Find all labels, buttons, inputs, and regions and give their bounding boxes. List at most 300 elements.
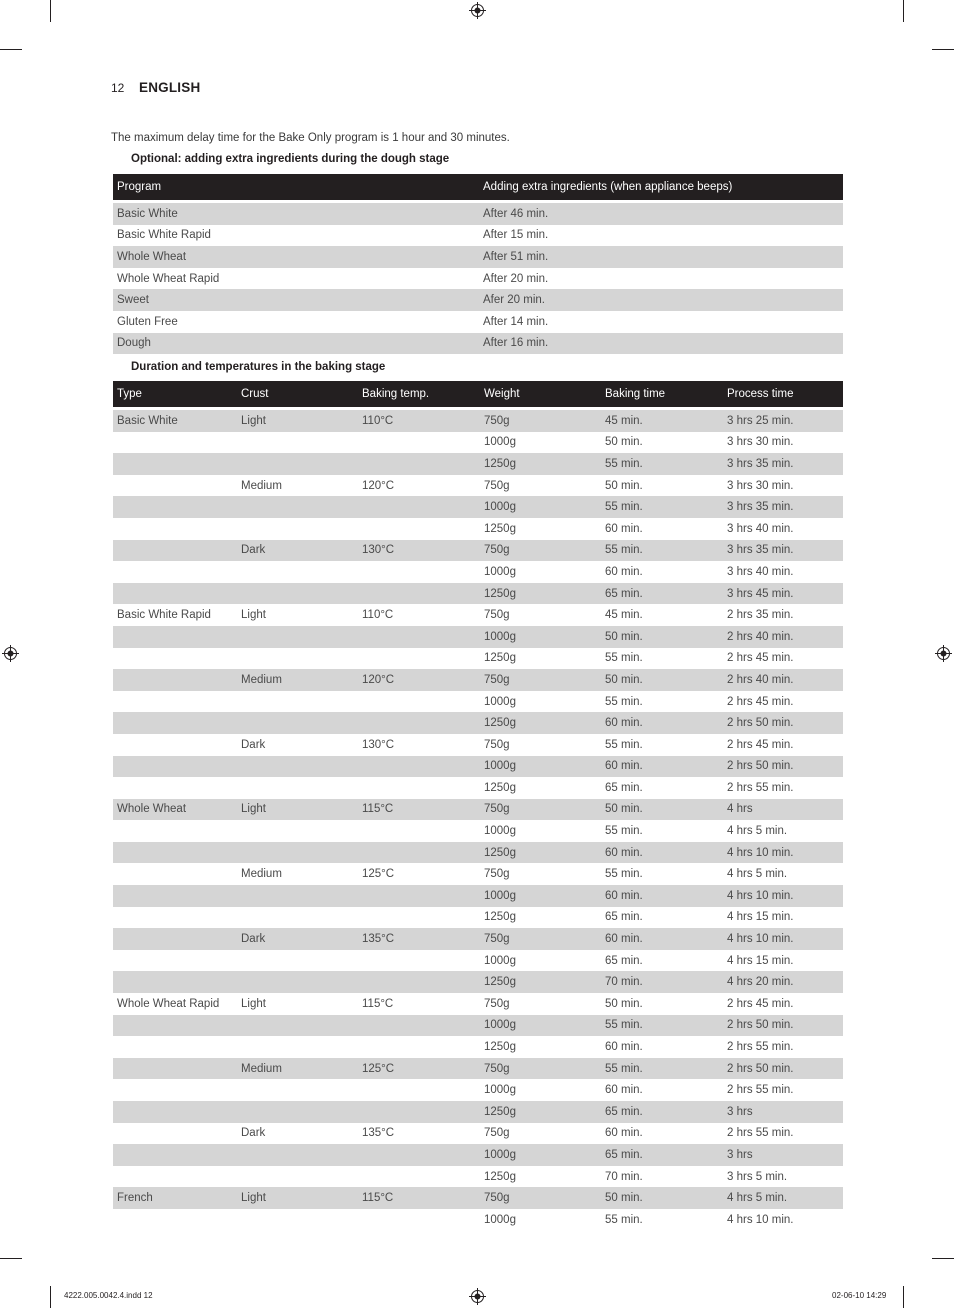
table-cell: 750g	[480, 1187, 601, 1209]
table-header-row	[113, 381, 843, 407]
table-cell: 1000g	[480, 756, 601, 778]
table-cell	[237, 432, 358, 454]
table-cell	[113, 928, 237, 950]
table-cell	[237, 1209, 358, 1231]
table-cell: 3 hrs 30 min.	[727, 479, 794, 492]
table-row	[113, 648, 843, 670]
table-cell: 750g	[480, 410, 601, 432]
table-cell: 1250g	[484, 1170, 516, 1183]
table-cell: 50 min.	[601, 799, 723, 821]
table-cell	[113, 777, 237, 799]
table-cell: 1250g	[484, 652, 516, 665]
table-cell	[358, 1209, 480, 1231]
crop-mark	[50, 1286, 51, 1308]
table-cell	[113, 756, 237, 778]
table-cell: Whole Wheat Rapid	[117, 997, 220, 1010]
table-cell	[113, 1015, 237, 1037]
crop-mark	[0, 49, 22, 50]
table-cell: 3 hrs	[723, 1101, 843, 1123]
table-cell: 1250g	[484, 781, 516, 794]
table-cell	[113, 885, 237, 907]
table-cell: 4 hrs 5 min.	[727, 825, 788, 838]
table-cell: After 14 min.	[483, 315, 549, 328]
table-cell: 1000g	[484, 695, 516, 708]
table-cell	[113, 820, 237, 842]
table-cell: 50 min.	[605, 997, 643, 1010]
table-cell	[113, 583, 237, 605]
table-row	[113, 712, 843, 734]
table-cell: 750g	[484, 609, 510, 622]
table-header-row	[113, 174, 843, 200]
table-cell	[237, 1101, 358, 1123]
table-cell	[113, 1058, 237, 1080]
table-cell	[113, 1123, 237, 1145]
table-row	[113, 626, 843, 648]
table-row	[113, 777, 843, 799]
table-cell: 4 hrs 5 min.	[723, 1187, 843, 1209]
table-cell: 1250g	[480, 842, 601, 864]
table-cell: 70 min.	[605, 1170, 643, 1183]
table-cell: 60 min.	[601, 712, 723, 734]
table-cell: Dark	[241, 1127, 266, 1140]
registration-mark-icon	[469, 1288, 486, 1305]
table-cell: Medium	[241, 868, 282, 881]
table-cell: 750g	[480, 669, 601, 691]
crop-mark	[50, 0, 51, 22]
table-cell	[237, 583, 358, 605]
table-cell: 4 hrs 20 min.	[723, 971, 843, 993]
crop-mark	[932, 1258, 954, 1259]
crop-mark	[903, 0, 904, 22]
table-cell: Whole Wheat Rapid	[117, 272, 220, 285]
table-cell: 750g	[480, 1058, 601, 1080]
table-cell: Medium	[237, 669, 358, 691]
section-heading-extra-ingredients: Optional: adding extra ingredients during the dough stage	[131, 153, 450, 165]
table-cell: 55 min.	[605, 868, 643, 881]
table-cell: 50 min.	[601, 669, 723, 691]
table-cell	[237, 1079, 358, 1101]
table-cell: 65 min.	[601, 1144, 723, 1166]
table-cell	[237, 626, 358, 648]
table-cell: 4 hrs 10 min.	[727, 1213, 794, 1226]
table-cell: 4 hrs 10 min.	[723, 885, 843, 907]
table-row	[113, 971, 843, 993]
table-cell	[358, 583, 480, 605]
table-cell: 1000g	[480, 1144, 601, 1166]
table-cell: 110°C	[362, 609, 394, 622]
table-cell: 60 min.	[601, 928, 723, 950]
table-cell: 55 min.	[601, 496, 723, 518]
table-cell: 750g	[480, 540, 601, 562]
table-cell: 115°C	[358, 1187, 480, 1209]
table-cell: 2 hrs 45 min.	[727, 738, 794, 751]
table-row	[113, 756, 843, 778]
table-cell	[237, 842, 358, 864]
table-cell	[358, 950, 480, 972]
table-row	[113, 432, 843, 454]
table-row	[113, 950, 843, 972]
table-cell: 60 min.	[605, 1041, 643, 1054]
table-cell: 4 hrs 15 min.	[727, 954, 794, 967]
table-cell: 1250g	[480, 583, 601, 605]
table-cell	[358, 777, 480, 799]
table-cell	[358, 626, 480, 648]
table-row	[113, 1015, 843, 1037]
language-heading: ENGLISH	[139, 80, 201, 95]
table-cell: Whole Wheat	[113, 799, 237, 821]
table-cell: Basic White	[113, 410, 237, 432]
table-cell	[358, 971, 480, 993]
table-cell	[237, 907, 358, 929]
table-cell: 120°C	[362, 479, 395, 492]
table-cell	[358, 756, 480, 778]
table-cell: Whole Wheat	[113, 246, 479, 268]
table-cell	[358, 691, 480, 713]
table-row	[113, 863, 843, 885]
column-header: Type	[113, 381, 237, 407]
table-cell: After 15 min.	[483, 229, 549, 242]
table-row	[113, 268, 843, 290]
table-row	[113, 669, 843, 691]
table-cell: 4 hrs 10 min.	[723, 928, 843, 950]
footer-date: 02-06-10 14:29	[832, 1291, 887, 1300]
table-cell: 2 hrs 55 min.	[727, 781, 794, 794]
table-cell: 55 min.	[605, 695, 643, 708]
table-cell: 130°C	[358, 540, 480, 562]
table-cell: After 51 min.	[479, 246, 843, 268]
table-cell: 110°C	[358, 410, 480, 432]
table-cell	[113, 971, 237, 993]
table-cell	[237, 561, 358, 583]
table-cell	[113, 712, 237, 734]
footer-file-info: 4222.005.0042.4.indd 12	[64, 1291, 153, 1300]
table-cell: Sweet	[113, 289, 479, 311]
table-cell: 135°C	[358, 928, 480, 950]
table-cell: 1000g	[484, 954, 516, 967]
table-cell	[358, 1036, 480, 1058]
table-cell	[237, 885, 358, 907]
table-cell: 65 min.	[605, 954, 643, 967]
table-row	[113, 1144, 843, 1166]
table-cell: French	[113, 1187, 237, 1209]
table-cell: 750g	[480, 799, 601, 821]
registration-mark-icon	[2, 645, 19, 662]
table-cell: 55 min.	[605, 652, 643, 665]
table-cell: 2 hrs 50 min.	[723, 1058, 843, 1080]
table-cell: 3 hrs 5 min.	[727, 1170, 788, 1183]
table-cell	[113, 669, 237, 691]
table-cell: 60 min.	[605, 565, 643, 578]
table-cell	[237, 712, 358, 734]
table-row	[113, 799, 843, 821]
table-cell	[237, 691, 358, 713]
table-cell: 3 hrs 35 min.	[723, 540, 843, 562]
table-cell: Light	[237, 410, 358, 432]
table-row	[113, 540, 843, 562]
table-cell	[113, 863, 237, 885]
table-cell: 65 min.	[605, 781, 643, 794]
table-cell: 125°C	[362, 868, 395, 881]
table-cell	[113, 691, 237, 713]
table-cell	[113, 475, 237, 497]
registration-mark-icon	[935, 645, 952, 662]
table-row	[113, 1123, 843, 1145]
table-cell	[113, 950, 237, 972]
table-row	[113, 1209, 843, 1231]
table-cell: 1000g	[480, 1015, 601, 1037]
table-row	[113, 203, 843, 225]
table-cell	[237, 496, 358, 518]
table-cell	[358, 1144, 480, 1166]
table-row	[113, 1101, 843, 1123]
table-cell	[113, 1036, 237, 1058]
table-cell: 4 hrs	[723, 799, 843, 821]
table-cell	[358, 453, 480, 475]
table-cell: Light	[237, 1187, 358, 1209]
table-row	[113, 333, 843, 355]
table-cell	[358, 1101, 480, 1123]
table-cell: 115°C	[362, 997, 394, 1010]
table-cell: 4 hrs 5 min.	[727, 868, 788, 881]
table-cell: 3 hrs 40 min.	[727, 565, 794, 578]
table-cell: 65 min.	[601, 583, 723, 605]
table-cell: 2 hrs 45 min.	[727, 997, 794, 1010]
table-row	[113, 475, 843, 497]
table-cell: After 16 min.	[479, 333, 843, 355]
table-cell: 1000g	[480, 496, 601, 518]
table-cell: 1000g	[484, 436, 516, 449]
table-row	[113, 496, 843, 518]
table-cell	[113, 734, 237, 756]
table-row	[113, 842, 843, 864]
table-cell	[113, 561, 237, 583]
table-cell: 135°C	[362, 1127, 395, 1140]
table-cell: Dark	[237, 540, 358, 562]
table-cell: 1250g	[484, 1041, 516, 1054]
intro-text: The maximum delay time for the Bake Only program is 1 hour and 30 minutes.	[111, 132, 510, 144]
table-cell	[113, 540, 237, 562]
column-header: Crust	[237, 381, 358, 407]
table-cell	[113, 1209, 237, 1231]
table-cell	[358, 648, 480, 670]
table-cell: 2 hrs 55 min.	[727, 1041, 794, 1054]
table-cell: 45 min.	[605, 609, 643, 622]
table-cell	[358, 907, 480, 929]
table-cell: 1000g	[484, 825, 516, 838]
table-row	[113, 453, 843, 475]
table-cell	[113, 453, 237, 475]
table-cell	[358, 842, 480, 864]
table-cell: 60 min.	[601, 885, 723, 907]
table-row	[113, 1058, 843, 1080]
table-cell: 4 hrs 15 min.	[727, 911, 794, 924]
table-cell	[358, 1015, 480, 1037]
table-cell	[358, 820, 480, 842]
table-row	[113, 993, 843, 1015]
table-cell	[237, 756, 358, 778]
table-row	[113, 1036, 843, 1058]
table-cell: 2 hrs 40 min.	[723, 626, 843, 648]
table-cell: 750g	[484, 1127, 510, 1140]
table-cell: Medium	[237, 1058, 358, 1080]
table-row	[113, 410, 843, 432]
table-cell: 3 hrs 35 min.	[723, 453, 843, 475]
table-cell: Light	[237, 799, 358, 821]
table-cell	[237, 971, 358, 993]
table-row	[113, 225, 843, 247]
registration-mark-icon	[469, 2, 486, 19]
table-row	[113, 734, 843, 756]
table-cell: 2 hrs 45 min.	[727, 652, 794, 665]
table-cell	[237, 1036, 358, 1058]
table-cell: 55 min.	[601, 540, 723, 562]
table-cell: 2 hrs 55 min.	[727, 1084, 794, 1097]
table-cell: 60 min.	[605, 522, 643, 535]
section-heading-baking-stage: Duration and temperatures in the baking stage	[131, 361, 386, 373]
table-cell: 125°C	[358, 1058, 480, 1080]
table-cell: 1250g	[480, 971, 601, 993]
table-cell: 2 hrs 55 min.	[727, 1127, 794, 1140]
table-cell	[113, 518, 237, 540]
table-cell: 60 min.	[601, 842, 723, 864]
table-cell: 2 hrs 35 min.	[727, 609, 794, 622]
table-cell: 2 hrs 50 min.	[723, 712, 843, 734]
table-cell: 55 min.	[601, 1015, 723, 1037]
table-cell: 1000g	[484, 565, 516, 578]
table-cell	[113, 907, 237, 929]
table-cell: Light	[241, 609, 266, 622]
column-header: Baking time	[601, 381, 723, 407]
table-cell: Dough	[113, 333, 479, 355]
table-cell: 1250g	[480, 712, 601, 734]
table-row	[113, 907, 843, 929]
column-header: Weight	[480, 381, 601, 407]
table-cell: Dark	[241, 738, 266, 751]
table-cell: Medium	[241, 479, 282, 492]
table-cell	[358, 432, 480, 454]
table-row	[113, 820, 843, 842]
table-cell	[113, 648, 237, 670]
table-cell	[358, 496, 480, 518]
table-cell	[237, 1015, 358, 1037]
table-cell: 3 hrs 45 min.	[723, 583, 843, 605]
table-row	[113, 604, 843, 626]
table-cell: Light	[241, 997, 266, 1010]
table-cell: Afer 20 min.	[479, 289, 843, 311]
column-header: Baking temp.	[358, 381, 480, 407]
table-cell: 55 min.	[605, 1213, 643, 1226]
table-cell: 3 hrs 40 min.	[727, 522, 794, 535]
table-row	[113, 289, 843, 311]
table-cell: 60 min.	[605, 1127, 643, 1140]
column-header: Program	[113, 174, 479, 200]
crop-mark	[932, 49, 954, 50]
crop-mark	[903, 1286, 904, 1308]
table-cell: 55 min.	[605, 825, 643, 838]
table-cell: 1000g	[484, 1213, 516, 1226]
table-cell	[113, 1166, 237, 1188]
table-cell	[358, 1079, 480, 1101]
table-cell	[237, 648, 358, 670]
table-cell: Basic White Rapid	[117, 229, 211, 242]
table-cell	[237, 453, 358, 475]
table-cell: 55 min.	[601, 1058, 723, 1080]
table-row	[113, 1187, 843, 1209]
table-cell: After 20 min.	[483, 272, 549, 285]
table-cell: 65 min.	[601, 1101, 723, 1123]
table-cell: Dark	[237, 928, 358, 950]
table-cell	[358, 885, 480, 907]
table-cell: 60 min.	[601, 756, 723, 778]
extra-ingredients-table	[113, 174, 843, 354]
table-row	[113, 691, 843, 713]
table-cell: 115°C	[358, 799, 480, 821]
table-cell	[237, 518, 358, 540]
table-cell: Gluten Free	[117, 315, 178, 328]
table-cell: 1250g	[484, 522, 516, 535]
table-cell	[237, 950, 358, 972]
table-cell: 3 hrs	[723, 1144, 843, 1166]
table-cell: 55 min.	[605, 738, 643, 751]
table-cell	[358, 561, 480, 583]
table-cell	[237, 1144, 358, 1166]
column-header: Adding extra ingredients (when appliance beeps)	[479, 174, 843, 200]
table-cell: 1250g	[480, 453, 601, 475]
table-cell: 1000g	[480, 626, 601, 648]
table-cell: 1250g	[484, 911, 516, 924]
table-cell: 750g	[484, 479, 510, 492]
table-cell: 3 hrs 30 min.	[727, 436, 794, 449]
table-cell	[113, 1101, 237, 1123]
table-cell: 1000g	[480, 885, 601, 907]
table-cell: Basic White Rapid	[117, 609, 211, 622]
table-row	[113, 518, 843, 540]
table-cell	[113, 1144, 237, 1166]
table-cell: 750g	[480, 928, 601, 950]
table-cell: After 46 min.	[479, 203, 843, 225]
table-row	[113, 928, 843, 950]
table-cell: 50 min.	[601, 626, 723, 648]
table-cell: 2 hrs 45 min.	[727, 695, 794, 708]
table-cell: 65 min.	[605, 911, 643, 924]
table-cell	[113, 496, 237, 518]
table-cell: 60 min.	[605, 1084, 643, 1097]
table-cell: 750g	[484, 997, 510, 1010]
table-cell: 2 hrs 50 min.	[723, 756, 843, 778]
table-row	[113, 583, 843, 605]
table-cell: 1250g	[480, 1101, 601, 1123]
table-cell	[358, 518, 480, 540]
table-cell: Basic White	[113, 203, 479, 225]
table-cell: 2 hrs 50 min.	[723, 1015, 843, 1037]
page-number: 12	[111, 81, 125, 95]
table-cell	[113, 1079, 237, 1101]
table-cell	[113, 626, 237, 648]
table-cell: 750g	[484, 868, 510, 881]
table-row	[113, 1166, 843, 1188]
table-cell	[237, 1166, 358, 1188]
table-cell: 2 hrs 40 min.	[723, 669, 843, 691]
table-cell	[237, 777, 358, 799]
table-cell: 130°C	[362, 738, 395, 751]
table-cell: 50 min.	[605, 479, 643, 492]
crop-mark	[0, 1258, 22, 1259]
baking-stage-table	[113, 381, 843, 1231]
table-row	[113, 561, 843, 583]
column-header: Process time	[723, 381, 843, 407]
table-cell: 50 min.	[605, 436, 643, 449]
table-row	[113, 1079, 843, 1101]
